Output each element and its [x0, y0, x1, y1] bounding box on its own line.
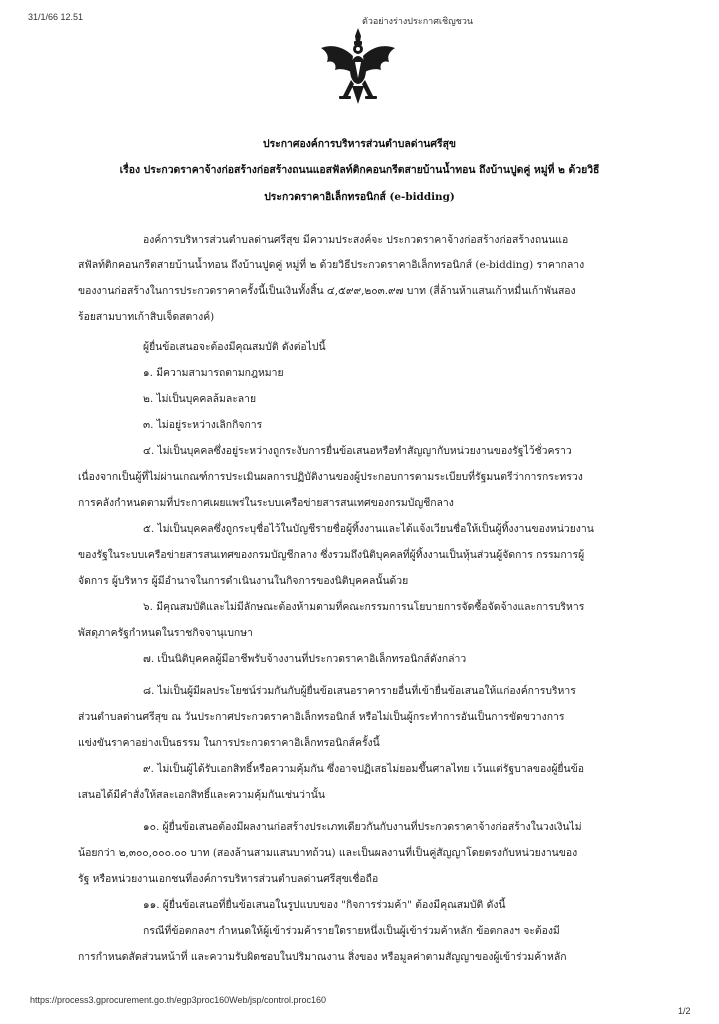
body-line: ส่วนตำบลด่านศรีสุข ณ วันประกาศประกวดราคาอิเล็กทรอนิกส์ หรือไม่เป็นผู้กระทำการอันเป็นการขัดขวางการ: [78, 711, 565, 723]
document-title-line1: ประกาศองค์การบริหารส่วนตำบลด่านศรีสุข: [262, 138, 457, 150]
body-line: ร้อยสามบาทเก้าสิบเจ็ดสตางค์): [78, 311, 215, 323]
body-line: ๔. ไม่เป็นบุคคลซึ่งอยู่ระหว่างถูกระงับการยื่นข้อเสนอหรือทำสัญญากับหน่วยงานของรัฐไว้ชั่วคราว: [143, 445, 572, 457]
document-title-line3: ประกวดราคาอิเล็กทรอนิกส์ (e-bidding): [264, 191, 455, 203]
body-line: การคลังกำหนดตามที่ประกาศเผยแพร่ในระบบเครือข่ายสารสนเทศของกรมบัญชีกลาง: [78, 497, 454, 509]
page-number: 1/2: [678, 1006, 691, 1016]
print-timestamp: 31/1/66 12.51: [28, 12, 84, 22]
footer-url: https://process3.gprocurement.go.th/egp3proc160Web/jsp/control.proc160: [30, 995, 327, 1005]
body-line: ๙. ไม่เป็นผู้ได้รับเอกสิทธิ์หรือความคุ้มกัน ซึ่งอาจปฏิเสธไม่ยอมขึ้นศาลไทย เว้นแต่รัฐบาลของผู้ยื่นข้อ: [143, 763, 584, 775]
body-line: ๓. ไม่อยู่ระหว่างเลิกกิจการ: [143, 419, 263, 431]
body-line: ๑๐. ผู้ยื่นข้อเสนอต้องมีผลงานก่อสร้างประเภทเดียวกันกับงานที่ประกวดราคาจ้างก่อสร้างในวงเงินไม่: [143, 821, 582, 833]
body-line: เสนอได้มีคำสั่งให้สละเอกสิทธิ์และความคุ้มกันเช่นว่านั้น: [78, 789, 325, 801]
garuda-emblem-icon: [317, 26, 399, 108]
body-line: สฟัลท์ติกคอนกรีตสายบ้านน้ำทอน ถึงบ้านปูดคู่ หมู่ที่ ๒ ด้วยวิธีประกวดราคาอิเล็กทรอนิกส์ (e-bidding) ราคากลาง: [78, 259, 585, 271]
body-line: ผู้ยื่นข้อเสนอจะต้องมีคุณสมบัติ ดังต่อไปนี้: [143, 341, 326, 353]
body-line: ของรัฐในระบบเครือข่ายสารสนเทศของกรมบัญชีกลาง ซึ่งรวมถึงนิติบุคคลที่ผู้ทิ้งงานเป็นหุ้นส่วนผู้จัดการ กรรมการผู้: [78, 549, 585, 561]
body-line: ๖. มีคุณสมบัติและไม่มีลักษณะต้องห้ามตามที่คณะกรรมการนโยบายการจัดซื้อจัดจ้างและการบริหาร: [143, 601, 585, 613]
body-line: ๑. มีความสามารถตามกฎหมาย: [143, 367, 284, 379]
body-line: องค์การบริหารส่วนตำบลด่านศรีสุข มีความประสงค์จะ ประกวดราคาจ้างก่อสร้างก่อสร้างถนนแอ: [143, 234, 569, 246]
body-line: กรณีที่ข้อตกลงฯ กำหนดให้ผู้เข้าร่วมค้ารายใดรายหนึ่งเป็นผู้เข้าร่วมค้าหลัก ข้อตกลงฯ จะต้องมี: [143, 925, 560, 937]
document-title-line2: เรื่อง ประกวดราคาจ้างก่อสร้างก่อสร้างถนนแอสฟัลท์ติกคอนกรีตสายบ้านน้ำทอน ถึงบ้านปูดคู่ หมู่ที่ ๒ ด้วยวิธี: [119, 164, 600, 176]
body-line: ๘. ไม่เป็นผู้มีผลประโยชน์ร่วมกันกับผู้ยื่นข้อเสนอราคารายอื่นที่เข้ายื่นข้อเสนอให้แก่องค์การบริหาร: [143, 685, 576, 697]
body-line: ๕. ไม่เป็นบุคคลซึ่งถูกระบุชื่อไว้ในบัญชีรายชื่อผู้ทิ้งงานและได้แจ้งเวียนชื่อให้เป็นผู้ทิ้งงานของหน่วยงาน: [143, 523, 594, 535]
body-line: ๒. ไม่เป็นบุคคลล้มละลาย: [143, 393, 257, 405]
body-line: การกำหนดสัดส่วนหน้าที่ และความรับผิดชอบในปริมาณงาน สิ่งของ หรือมูลค่าตามสัญญาของผู้เข้าร่วมค้าหลัก: [78, 951, 567, 963]
body-line: ๗. เป็นนิติบุคคลผู้มีอาชีพรับจ้างงานที่ประกวดราคาอิเล็กทรอนิกส์ดังกล่าว: [143, 653, 467, 665]
body-line: เนื่องจากเป็นผู้ที่ไม่ผ่านเกณฑ์การประเมินผลการปฏิบัติงานของผู้ประกอบการตามระเบียบที่รัฐมนตรีว่าการกระทรวง: [78, 471, 583, 483]
draft-label: ตัวอย่างร่างประกาศเชิญชวน: [362, 16, 474, 26]
body-line: ๑๑. ผู้ยื่นข้อเสนอที่ยื่นข้อเสนอในรูปแบบของ "กิจการร่วมค้า" ต้องมีคุณสมบัติ ดังนี้: [143, 899, 506, 911]
body-line: แข่งขันราคาอย่างเป็นธรรม ในการประกวดราคาอิเล็กทรอนิกส์ครั้งนี้: [78, 737, 380, 749]
body-line: น้อยกว่า ๒,๓๐๐,๐๐๐.๐๐ บาท (สองล้านสามแสนบาทถ้วน) และเป็นผลงานที่เป็นคู่สัญญาโดยตรงกับหน่วยงานของ: [78, 847, 578, 859]
body-line: ของงานก่อสร้างในการประกวดราคาครั้งนี้เป็นเงินทั้งสิ้น ๔,๕๙๙,๒๐๓.๙๗ บาท (สี่ล้านห้าแสนเก้าหมื่นเก้าพันสอง: [78, 285, 576, 297]
body-line: พัสดุภาครัฐกำหนดในราชกิจจานุเบกษา: [78, 627, 253, 639]
body-line: รัฐ หรือหน่วยงานเอกชนที่องค์การบริหารส่วนตำบลด่านศรีสุขเชื่อถือ: [78, 873, 379, 885]
body-line: จัดการ ผู้บริหาร ผู้มีอำนาจในการดำเนินงานในกิจการของนิติบุคคลนั้นด้วย: [78, 575, 409, 587]
